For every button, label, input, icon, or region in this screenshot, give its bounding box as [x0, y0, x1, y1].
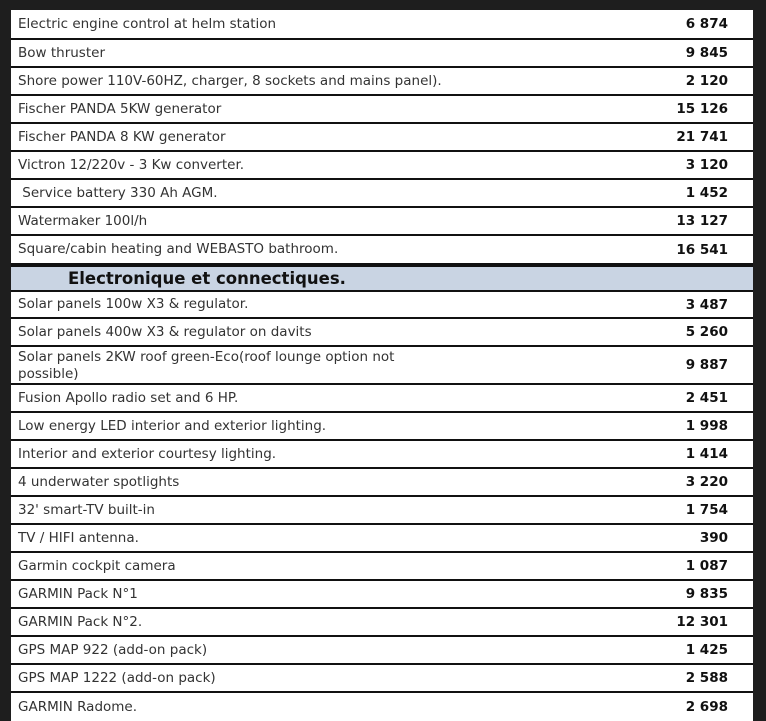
item-price: 15 126: [676, 101, 728, 117]
item-label: Fischer PANDA 5KW generator: [18, 100, 222, 117]
price-list-sheet: [11, 10, 753, 720]
item-price: 2 451: [685, 390, 728, 406]
table-row: [11, 319, 753, 347]
table-row: [11, 40, 753, 68]
item-price: 1 754: [685, 502, 728, 518]
item-price: 13 127: [676, 213, 728, 229]
item-label: Square/cabin heating and WEBASTO bathroom.: [18, 241, 339, 257]
item-label: Victron 12/220v - 3 Kw converter.: [18, 156, 245, 173]
section-title: Electronique et connectiques.: [68, 269, 346, 288]
item-price: 1 998: [685, 418, 728, 434]
item-price: 1 414: [685, 446, 728, 462]
item-price: 2 698: [685, 699, 728, 715]
item-label: GARMIN Pack N°2.: [18, 613, 143, 630]
table-row: [11, 665, 753, 693]
item-label: Service battery 330 Ah AGM.: [18, 184, 218, 201]
item-label: Electric engine control at helm station: [18, 15, 277, 32]
item-label: GPS MAP 1222 (add-on pack): [18, 669, 216, 686]
table-row: [11, 10, 753, 40]
item-label: GARMIN Radome.: [18, 698, 138, 715]
item-label: Bow thruster: [18, 44, 105, 61]
item-price: 3 220: [685, 474, 728, 490]
table-row: [11, 441, 753, 469]
section-header: [11, 263, 753, 292]
table-row: [11, 413, 753, 441]
item-price: 1 425: [685, 642, 728, 658]
item-label: Fusion Apollo radio set and 6 HP.: [18, 389, 239, 406]
table-row: [11, 609, 753, 637]
item-label: Solar panels 400w X3 & regulator on davits: [18, 323, 312, 340]
item-label: Fischer PANDA 8 KW generator: [18, 128, 226, 145]
item-label: GARMIN Pack N°1: [18, 585, 138, 602]
item-price: 12 301: [676, 614, 728, 630]
table-row: [11, 347, 753, 385]
table-row: [11, 497, 753, 525]
table-row: [11, 236, 753, 263]
item-label: GPS MAP 922 (add-on pack): [18, 641, 208, 658]
item-label: Solar panels 100w X3 & regulator.: [18, 296, 249, 312]
table-row: [11, 180, 753, 208]
table-row: [11, 469, 753, 497]
item-price: 2 588: [685, 670, 728, 686]
table-row: [11, 637, 753, 665]
item-label: 4 underwater spotlights: [18, 473, 180, 490]
item-label: 32' smart-TV built-in: [18, 501, 155, 518]
item-label: Low energy LED interior and exterior lighting.: [18, 417, 327, 434]
item-label: Watermaker 100l/h: [18, 212, 148, 229]
item-price: 3 487: [685, 296, 728, 313]
item-price: 16 541: [676, 241, 728, 258]
item-price: 6 874: [685, 16, 728, 32]
item-price: 1 087: [685, 558, 728, 574]
item-price: 21 741: [676, 129, 728, 145]
table-row: [11, 68, 753, 96]
item-label: Solar panels 2KW roof green-Eco(roof lounge option not possible): [18, 348, 395, 382]
item-price: 390: [699, 530, 728, 546]
table-row: [11, 152, 753, 180]
table-row: [11, 693, 753, 721]
item-price: 9 835: [685, 586, 728, 602]
item-label: Garmin cockpit camera: [18, 557, 176, 574]
item-label: Interior and exterior courtesy lighting.: [18, 445, 277, 462]
item-price: 5 260: [685, 324, 728, 340]
item-price: 1 452: [685, 185, 728, 201]
item-label: Shore power 110V-60HZ, charger, 8 sockets and mains panel).: [18, 72, 442, 89]
item-label: TV / HIFI antenna.: [18, 529, 139, 546]
table-row: [11, 581, 753, 609]
item-price: 2 120: [685, 73, 728, 89]
table-row: [11, 553, 753, 581]
table-row: [11, 525, 753, 553]
table-row: [11, 292, 753, 319]
item-price: 9 887: [685, 357, 728, 373]
table-row: [11, 96, 753, 124]
table-row: [11, 208, 753, 236]
table-row: [11, 385, 753, 413]
item-price: 3 120: [685, 157, 728, 173]
item-price: 9 845: [685, 45, 728, 61]
table-row: [11, 124, 753, 152]
